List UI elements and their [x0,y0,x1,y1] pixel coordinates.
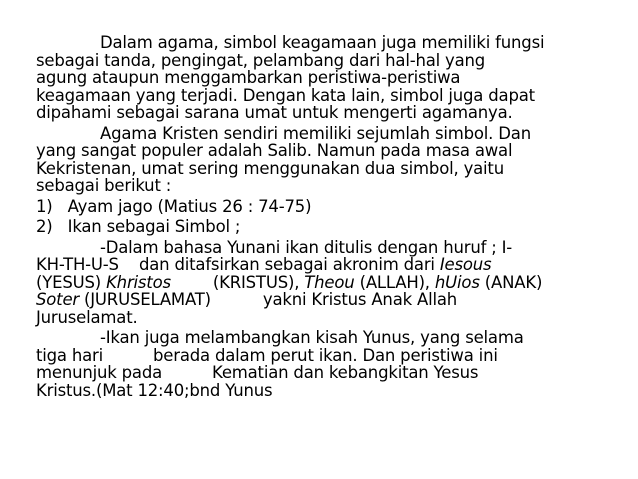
para3-italic: Khristos [106,272,171,292]
para1-line: sebagai tanda, pengingat, pelambang dari hal-hal yang [36,50,486,70]
para3-text: (ALLAH), [354,272,435,292]
para4-line [36,364,606,382]
para2-line: Agama Kristen sendiri memiliki sejumlah simbol. Dan [100,123,531,143]
para3-line: -Dalam bahasa Yunani ikan ditulis dengan huruf ; I- [100,237,513,257]
list-item: 2) Ikan sebagai Simbol ; [36,217,241,236]
para4-line: Kristus.(Mat 12:40;bnd Yunus [36,380,273,400]
para2-line: sebagai berikut : [36,176,172,195]
para1-line: keagamaan yang terjadi. Dengan kata lain, simbol juga dapat [36,85,535,105]
para3-line [36,291,606,309]
para2-line: Kekristenan, umat sering menggunakan dua simbol, yaitu [36,158,504,178]
para4-line: -Ikan juga melambangkan kisah Yunus, yang selama [100,328,524,347]
para3-text: (KRISTUS), [212,272,305,292]
para3-line [36,256,606,274]
para3-text: yakni Kristus Anak Allah [262,290,458,309]
para2-line: yang sangat populer adalah Salib. Namun pada masa awal [36,141,513,160]
list-item: 1) Ayam jago (Matius 26 : 74-75) [36,196,312,216]
para1-line: Dalam agama, simbol keagamaan juga memiliki fungsi [100,33,545,52]
para3-line [36,274,606,292]
para4-text: berada dalam perut ikan. Dan peristiwa ini [153,345,498,365]
para3-text: KH-TH-U-S dan ditafsirkan sebagai akronim dari [36,255,440,274]
para3-italic: Soter [36,290,79,309]
para4-text: Kematian dan kebangkitan Yesus [212,363,479,382]
para3-line: Juruselamat. [36,307,138,327]
para1-line: dipahami sebagai sarana umat untuk mengerti agamanya. [36,103,513,122]
slide-body-text [36,34,606,399]
para3-italic: hUios [434,272,480,292]
para3-text: (JURUSELAMAT) [78,290,211,309]
para3-text: (YESUS) [36,272,107,292]
para3-italic: Theou [304,272,355,292]
para3-italic: Iesous [439,255,492,274]
para4-text: tiga hari [36,345,104,365]
para4-text: menunjuk pada [36,363,163,382]
para3-text: (ANAK) [479,272,543,292]
para4-line [36,347,606,365]
para1-line: agung ataupun menggambarkan peristiwa-peristiwa [36,68,461,87]
